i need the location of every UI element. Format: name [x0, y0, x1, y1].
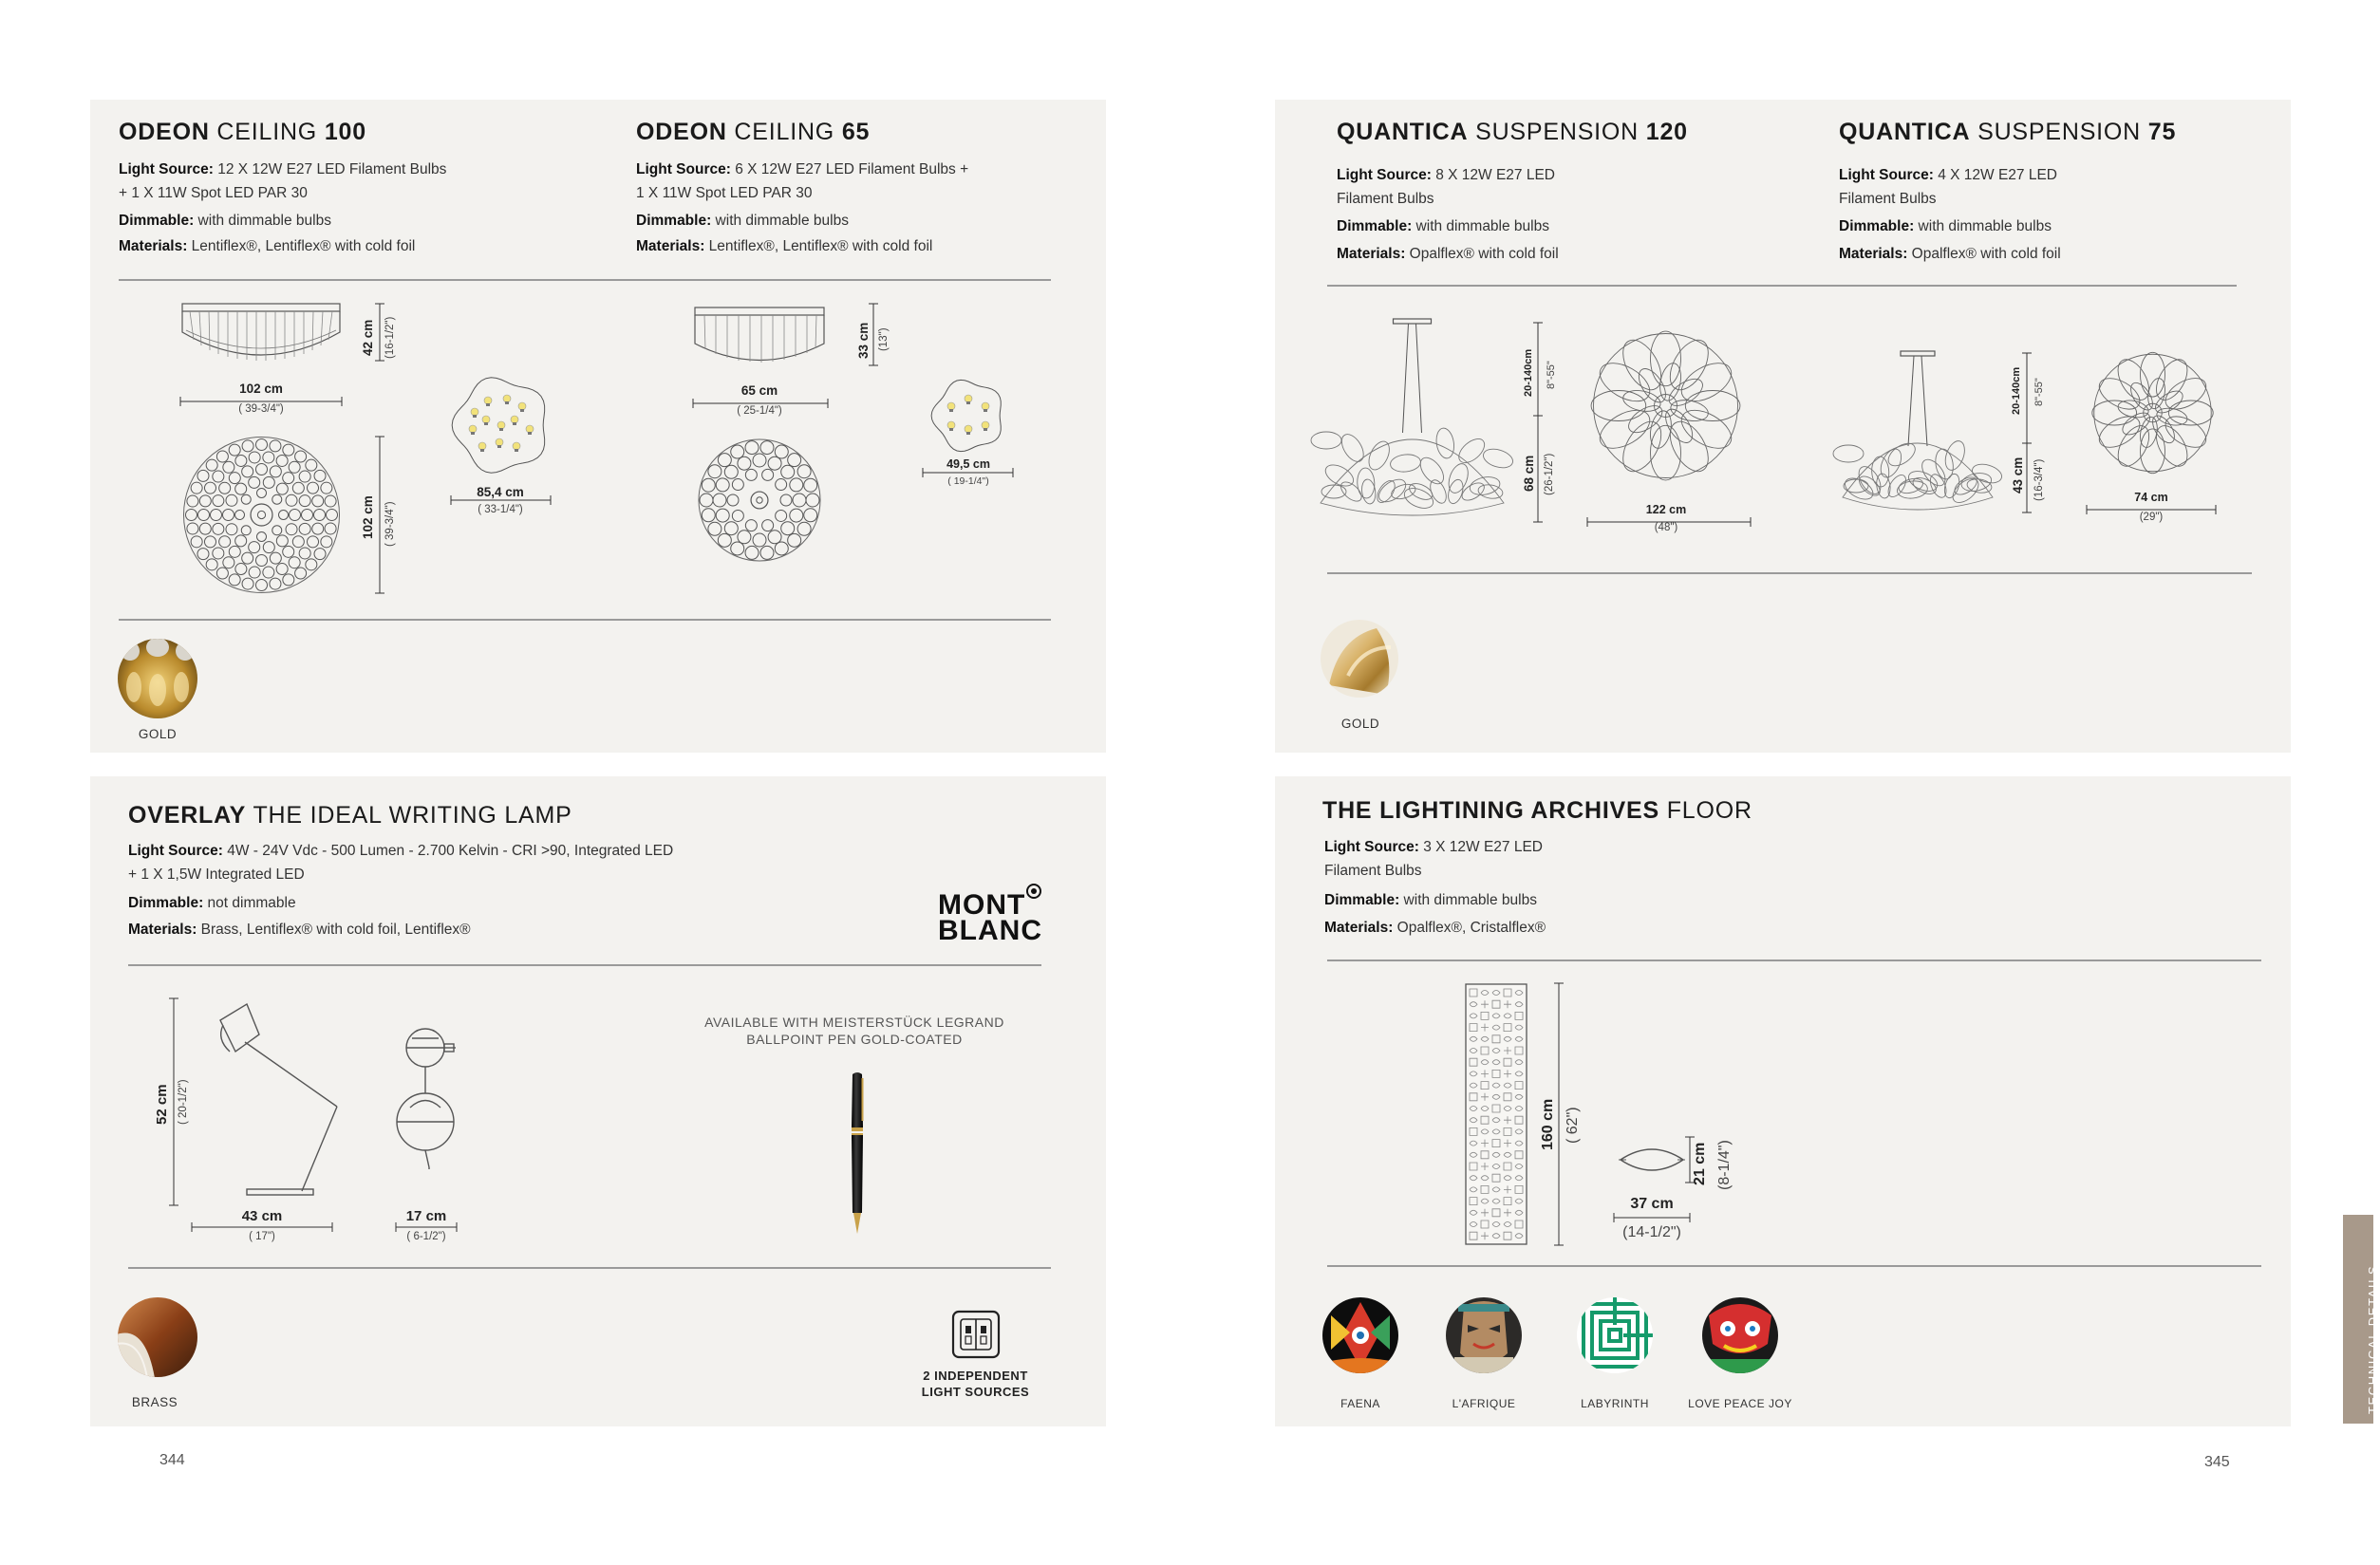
- odeon-65-height-in: (13"): [878, 327, 890, 351]
- odeon-100-top-drawing: [183, 437, 340, 593]
- quantica-bottom-divider: [1327, 572, 2252, 574]
- quantica-120-title: QUANTICA SUSPENSION 120: [1337, 119, 1688, 145]
- page-number-left: 344: [159, 1452, 185, 1468]
- overlay-brass-swatch[interactable]: [117, 1296, 198, 1378]
- odeon-100-height-line: [375, 304, 384, 361]
- montblanc-star-icon: [1025, 883, 1042, 900]
- overlay-depth-in: ( 6-1/2"): [406, 1231, 446, 1242]
- odeon-100-depth-cm: 102 cm: [361, 495, 375, 539]
- odeon-100-width-in: ( 39-3/4"): [238, 403, 284, 415]
- quantica-120-cable-cm: 20-140cm: [1523, 348, 1534, 397]
- archives-base-drawing: [1619, 1141, 1685, 1179]
- odeon-100-bulb-width-cm: 85,4 cm: [477, 485, 524, 499]
- archives-width-line: [1614, 1213, 1690, 1222]
- odeon-65-width-cm: 65 cm: [740, 383, 778, 398]
- overlay-bottom-divider: [128, 1267, 1051, 1269]
- quantica-75-title: QUANTICA SUSPENSION 75: [1839, 119, 2177, 145]
- odeon-65-height-cm: 33 cm: [856, 322, 871, 359]
- quantica-120-height-in: (26-1/2"): [1544, 453, 1555, 495]
- archives-depth-in: (8-1/4"): [1716, 1140, 1733, 1190]
- odeon-100-specs: Light Source: 12 X 12W E27 LED Filament Bulbs + 1 X 11W Spot LED PAR 30 Dimmable: with dimmable bulbs Materials: Lentiflex®, Lentiflex® with cold foil: [119, 161, 447, 254]
- montblanc-logo: MONT BLANC: [938, 889, 1042, 946]
- quantica-75-specs: Light Source: 4 X 12W E27 LED Filament Bulbs Dimmable: with dimmable bulbs Materials: Opalflex® with cold foil: [1839, 167, 2061, 262]
- quantica-120-cable-in: 8"-55": [1546, 361, 1557, 389]
- montblanc-pen-image: [845, 1071, 870, 1237]
- quantica-120-top-drawing: [1587, 323, 1744, 489]
- quantica-75-height-cm: 43 cm: [2011, 456, 2025, 494]
- quantica-120-width-cm: 122 cm: [1645, 503, 1687, 516]
- odeon-gold-swatch[interactable]: [117, 638, 198, 719]
- odeon-100-height-in: (16-1/2"): [384, 316, 396, 359]
- quantica-120-side-drawing: [1315, 319, 1509, 520]
- quantica-75-height-in: (16-3/4"): [2033, 458, 2045, 501]
- odeon-100-height-cm: 42 cm: [361, 319, 375, 356]
- archives-bottom-divider: [1327, 1265, 2261, 1267]
- quantica-top-divider: [1327, 285, 2237, 287]
- overlay-title: OVERLAY THE IDEAL WRITING LAMP: [128, 802, 572, 829]
- finish-labyrinth-label: LABYRINTH: [1581, 1397, 1649, 1410]
- quantica-120-height-cm: 68 cm: [1522, 455, 1536, 492]
- quantica-75-cable-cm: 20-140cm: [2011, 366, 2022, 415]
- overlay-lamp-front-drawing: [397, 1017, 463, 1207]
- archives-title: THE LIGHTINING ARCHIVES FLOOR: [1322, 797, 1752, 824]
- odeon-100-side-drawing: [180, 302, 342, 373]
- odeon-65-side-drawing: [693, 306, 826, 372]
- archives-width-in: (14-1/2"): [1622, 1224, 1681, 1240]
- quantica-gold-swatch[interactable]: [1320, 619, 1399, 699]
- odeon-65-bulb-width-cm: 49,5 cm: [946, 457, 990, 471]
- quantica-75-width-cm: 74 cm: [2134, 491, 2168, 504]
- quantica-75-cable-in: 8"-55": [2033, 378, 2045, 406]
- odeon-100-bulb-plan: [454, 378, 549, 473]
- quantica-75-width-in: (29"): [2139, 512, 2164, 523]
- quantica-120-width-in: (48"): [1654, 522, 1678, 533]
- odeon-65-top-drawing: [698, 438, 821, 562]
- odeon-100-depth-in: ( 39-3/4"): [384, 501, 396, 547]
- odeon-65-specs: Light Source: 6 X 12W E27 LED Filament Bulbs + 1 X 11W Spot LED PAR 30 Dimmable: with dimmable bulbs Materials: Lentiflex®, Lentiflex® with cold foil: [636, 161, 969, 254]
- quantica-75-top-drawing: [2089, 346, 2217, 479]
- odeon-gold-label: GOLD: [138, 727, 178, 741]
- finish-lafrique-label: L'AFRIQUE: [1452, 1397, 1516, 1410]
- overlay-width-cm: 43 cm: [241, 1208, 283, 1224]
- quantica-120-cable-line: [1533, 323, 1543, 522]
- finish-lafrique-swatch[interactable]: [1445, 1296, 1523, 1374]
- archives-top-divider: [1327, 959, 2261, 961]
- odeon-bottom-divider: [119, 619, 1051, 621]
- odeon-top-divider: [119, 279, 1051, 281]
- overlay-brass-label: BRASS: [131, 1395, 178, 1409]
- archives-depth-cm: 21 cm: [1692, 1142, 1708, 1185]
- page-number-right: 345: [2204, 1454, 2230, 1470]
- odeon-100-width-cm: 102 cm: [239, 382, 283, 396]
- odeon-100-bulb-width-in: ( 33-1/4"): [478, 504, 523, 515]
- overlay-depth-cm: 17 cm: [405, 1208, 447, 1224]
- archives-width-cm: 37 cm: [1630, 1196, 1674, 1212]
- technical-details-tab[interactable]: TECHNICAL DETAILS: [2343, 1215, 2373, 1424]
- archives-height-cm: 160 cm: [1540, 1098, 1556, 1150]
- overlay-height-in: ( 20-1/2"): [178, 1079, 189, 1125]
- odeon-65-bulb-width-in: ( 19-1/4"): [947, 475, 989, 487]
- overlay-specs: Light Source: 4W - 24V Vdc - 500 Lumen - 2.700 Kelvin - CRI >90, Integrated LED + 1 X 1,5W Integrated LED Dimmable: not dimmable Materials: Brass, Lentiflex® with cold foil, Lentiflex®: [128, 843, 674, 938]
- overlay-lamp-side-drawing: [161, 997, 347, 1205]
- finish-faena-label: FAENA: [1340, 1397, 1380, 1410]
- odeon-65-bulb-plan: [930, 378, 1006, 454]
- overlay-top-divider: [128, 964, 1041, 966]
- pen-availability-note: AVAILABLE WITH MEISTERSTÜCK LEGRAND BALLPOINT PEN GOLD-COATED: [704, 1015, 1004, 1047]
- quantica-gold-label: GOLD: [1340, 717, 1380, 731]
- odeon-65-width-in: ( 25-1/4"): [737, 405, 782, 417]
- quantica-120-specs: Light Source: 8 X 12W E27 LED Filament Bulbs Dimmable: with dimmable bulbs Materials: Opalflex® with cold foil: [1337, 167, 1559, 262]
- archives-specs: Light Source: 3 X 12W E27 LED Filament Bulbs Dimmable: with dimmable bulbs Materials: Opalflex®, Cristalflex®: [1324, 839, 1546, 936]
- finish-labyrinth-swatch[interactable]: [1576, 1296, 1654, 1374]
- overlay-height-cm: 52 cm: [154, 1084, 170, 1125]
- finish-faena-swatch[interactable]: [1321, 1296, 1399, 1374]
- finish-love-peace-joy-label: LOVE PEACE JOY: [1688, 1397, 1792, 1410]
- finish-love-peace-joy-swatch[interactable]: [1701, 1296, 1779, 1374]
- overlay-width-in: ( 17"): [249, 1231, 275, 1242]
- archives-floor-lamp-drawing: [1465, 983, 1527, 1245]
- two-light-sources-label: 2 INDEPENDENT LIGHT SOURCES: [921, 1369, 1030, 1399]
- odeon-65-title: ODEON CEILING 65: [636, 119, 871, 145]
- archives-height-in: ( 62"): [1565, 1107, 1581, 1144]
- two-light-sources-icon: [951, 1310, 1001, 1359]
- odeon-100-title: ODEON CEILING 100: [119, 119, 366, 145]
- odeon-100-depth-line: [375, 437, 384, 593]
- quantica-75-side-drawing: [1837, 351, 1998, 514]
